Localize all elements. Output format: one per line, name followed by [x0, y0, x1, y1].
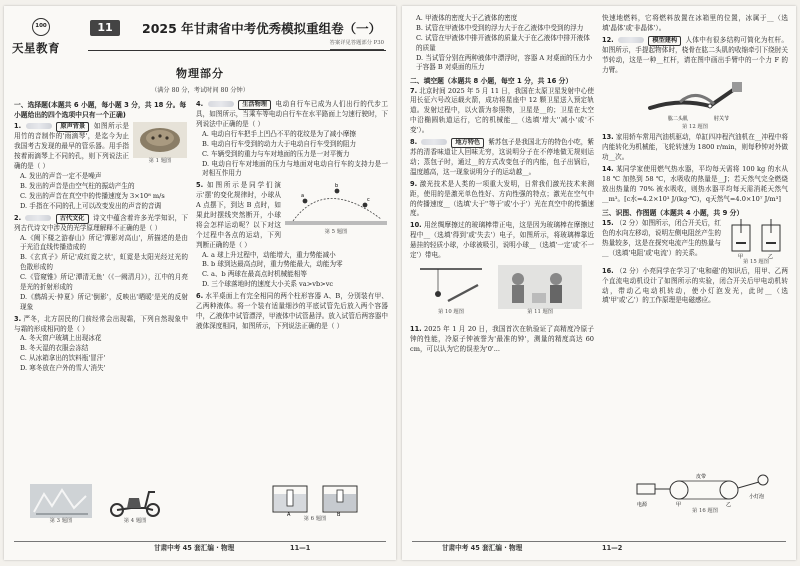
q14-stem: 某同学家使用燃气热水器，平均每天需将 100 kg 的水从 18 ℃ 加热到 58 ℃，水吸收的热量是__J；若天然气完全燃烧放出热量的 70% 被水吸收，则热水器平均每天需消耗天然气__m³。[c水=4.2×10³ J/(kg·℃)，q天然气=4.0×10⁷ J/m³]	[602, 165, 788, 203]
question-10	[410, 221, 594, 261]
q6-number: 6.	[196, 292, 204, 301]
svg-text:B: B	[337, 512, 341, 516]
figure-3	[26, 484, 96, 526]
svg-text:肱二头肌: 肱二头肌	[668, 115, 689, 122]
q12-source-blur	[618, 37, 644, 43]
q10-number: 10.	[410, 221, 422, 230]
q13-number: 13.	[602, 133, 614, 142]
question-15	[602, 218, 788, 265]
q6-option-c: C. 试管在甲液体中排开液体的质量大于在乙液体中排开液体的质量	[416, 33, 590, 52]
figure-5-caption: 第 5 题图	[324, 229, 348, 236]
logo-badge-icon: 100	[32, 18, 50, 36]
brand-name: 天星教育	[12, 41, 60, 55]
question-4	[196, 100, 388, 179]
question-5	[196, 181, 388, 290]
q5-option-a: A. a 球上升过程中，动能增大，重力势能减小	[202, 250, 336, 259]
figure-1-caption: 第 1 题图	[148, 158, 172, 165]
figure-4	[98, 484, 172, 526]
q1-stem: 如图所示是用竹的音制作的'雨滴琴'，是迄今为止我国考古发现的最早的管乐器。用手指按着雨滴琴上不同的孔，则下列说法正确的是（ ）	[14, 122, 129, 171]
q4-tag: 生活物理	[238, 100, 271, 110]
figure-12	[635, 78, 755, 132]
q8-number: 8.	[410, 137, 418, 146]
figure-6-caption: 第 6 题图	[303, 516, 327, 522]
q12-number: 12.	[602, 35, 614, 44]
q3-stem: 严冬，北方居民的门前经常会出现霜，下列自然现象中与霜的形成相同的是（ ）	[14, 314, 188, 333]
q4-stem: 电动自行车已成为人们出行的代步工具，如图所示，当乘车等电动自行车在水平路面上匀速行驶时，下列说法中正确的是（ ）	[196, 100, 388, 128]
q2-option-b: B.《玄真子》所记'成红霓之状'，虹霓是太阳光经过光的色散形成的	[20, 253, 188, 272]
q3-option-d: D. 寒冬放在户外的雪人'消失'	[20, 364, 106, 373]
figure-16	[630, 468, 780, 516]
question-9	[410, 180, 594, 220]
figure-15-caption: 第 15 题图	[743, 258, 769, 265]
q3-number: 3.	[14, 314, 22, 323]
q5-option-c: C. a、b 两球在最高点时机械能相等	[202, 270, 307, 279]
right-footer-page: 11—2	[602, 544, 623, 553]
question-16	[602, 267, 788, 307]
q1-option-a: A. 发出的声音一定不是噪声	[20, 172, 102, 180]
question-3	[14, 315, 188, 374]
arm-lever-diagram	[640, 78, 750, 124]
q5-stem: 如图所示是同学们演示'摆'的变化规律时，小球从 A 点摆下，到达 B 点时，如果此时摆线突然断开，小球将会怎样运动呢？以下对这个过程中各点的运动，下列判断正确的是（ ）	[196, 181, 281, 249]
q6-option-a: A. 甲液体的密度大于乙液体的密度	[416, 14, 518, 22]
q2-option-c: C.《管窥锥》所记'潭清无鱼'（《一阙清月》），江中的月亮是光的折射形成的	[20, 273, 188, 291]
q1-option-c: C. 发出的声音在真空中的传播速度为 3×10⁸ m/s	[20, 191, 165, 200]
q9-number: 9.	[410, 179, 418, 188]
left-footer-rule	[14, 541, 386, 542]
q2-option-d: D.《鹧鸪天·仲夏》所记'倒影'，反映出'晒暖'是光的反射现象	[20, 292, 188, 311]
svg-text:A: A	[287, 512, 291, 516]
q4-option-b: B. 电动自行车受到的动力大于电动自行车受到的阻力	[202, 139, 357, 148]
score-note: （满分 80 分，考试时间 80 分钟）	[151, 87, 249, 94]
figure-12-caption: 第 12 题图	[682, 123, 708, 130]
figure-4-caption: 第 4 题图	[123, 518, 147, 524]
figure-1	[132, 122, 188, 166]
q15-stem: （2 分）如图所示，闭合开关后，红色的水向左移动，说明左侧电阻丝产生的热量较多，这是在探究电流产生的热量与__（选填'电阻'或'电流'）的关系。	[602, 218, 721, 257]
q6-option-d: D. 当试管分别在两种液体中漂浮时，容器 A 对桌面的压力小于容器 B 对桌面的压力	[416, 53, 593, 72]
frost-window-image	[30, 484, 92, 518]
q8-tag: 地方特色	[451, 138, 484, 148]
q4-option-c: C. 车辆受到的重力与车对地面的压力是一对平衡力	[202, 149, 350, 158]
question-12	[602, 36, 788, 76]
label-belt: 皮带	[696, 474, 707, 480]
q16-number: 16.	[602, 266, 614, 275]
question-2	[14, 214, 188, 313]
q5-option-d: D. 三个球落地时的速度大小关系 va>vb>vc	[202, 280, 334, 289]
figure-5	[284, 181, 388, 237]
q11-continuation: 快速地燃料，它将燃料放置在冰箱里的位置，冰属于__（选填'晶体'或'非晶体'）。	[602, 14, 788, 32]
q11-stem: 2025 年 1 月 20 日，我国首次在轨验证了高精度冷原子钟的性能，冷原子钟被誉为'最准的钟'，测量的精度高达 60 cm，可以认为它的误差为'0'...	[410, 324, 594, 353]
q4-option-d: D. 电动自行车对地面的压力与地面对电动自行车的支持力是一对相互作用力	[202, 159, 388, 178]
q8-source-blur	[421, 139, 447, 145]
q2-source-blur	[25, 215, 51, 221]
figure-16-caption: 第 16 题图	[692, 508, 718, 514]
q3-option-c: C. 从冰箱拿出的饮料瓶'冒汗'	[20, 354, 106, 363]
figures-10-11	[410, 265, 594, 323]
question-1	[14, 122, 188, 211]
right-column-2	[602, 14, 788, 524]
q5-option-b: B. b 球到达最高点时，重力势能最大，动能为零	[202, 260, 343, 269]
q5-number: 5.	[196, 181, 204, 190]
q1-source-blur	[26, 123, 52, 129]
left-footer-title: 甘肃中考 45 套汇编 · 物理	[154, 544, 235, 553]
q4-option-a: A. 电动自行车把手上凹凸不平的花纹是为了减小摩擦	[202, 129, 357, 138]
paper-number-tag: 11	[90, 20, 120, 36]
question-14	[602, 165, 788, 205]
figure-10-caption: 第 10 题图	[438, 308, 464, 315]
pendulum-trajectory-diagram	[285, 181, 387, 229]
right-page	[402, 6, 796, 560]
q8-stem: 紫苏包子是我国北方的特色小吃，紫苏的清香味道让人回味无穷，这说明分子在不停地做无规则运动；蒸包子时，通过__的方式改变包子的内能，包子出锅后，温度越高，这一现象说明分子的运动越__。	[410, 137, 594, 176]
q12-tag: 模型建构	[648, 36, 681, 46]
part2-heading: 二、填空题（本题共 8 小题，每空 1 分，共 16 分）	[410, 77, 573, 86]
q7-number: 7.	[410, 86, 418, 95]
left-page	[4, 6, 396, 560]
two-containers-diagram	[265, 482, 365, 516]
svg-text:c: c	[367, 197, 370, 204]
scooter-icon	[105, 484, 165, 518]
figure-11-caption: 第 11 题图	[527, 308, 554, 315]
left-footer-page: 11—1	[290, 544, 311, 553]
q4-source-blur	[208, 101, 234, 107]
question-6	[196, 292, 388, 332]
svg-text:b: b	[335, 183, 339, 190]
q9-stem: 激光技术是人类的一项重大发明，日常我们激光技术来测距，使用的是激光单色性好、方向性强的特点；激光在空气中的传播速度__（选填'大于''等于'或'小于'）光在真空中的传播速度。	[410, 179, 594, 218]
right-footer-rule	[412, 541, 786, 542]
q3-option-a: A. 冬天窗户玻璃上出现冰花	[20, 334, 102, 343]
q1-tag: 原声背景	[56, 122, 89, 132]
heating-resistor-diagram	[726, 219, 786, 259]
q14-number: 14.	[602, 165, 614, 174]
svg-text:a: a	[301, 193, 305, 200]
svg-text:甲: 甲	[738, 253, 744, 259]
header-rule	[88, 50, 386, 51]
q11-number: 11.	[410, 324, 422, 333]
figure-6	[260, 482, 370, 524]
answer-reference: 答案详见答题部分 P30	[330, 40, 384, 50]
middle-column	[196, 100, 388, 544]
ice-experiment-photo	[498, 265, 582, 309]
q3-option-b: B. 冬天湿的衣服会冻结	[20, 344, 89, 353]
q1-number: 1.	[14, 122, 22, 131]
figures-3-4	[26, 484, 186, 526]
charged-ball-diagram	[414, 265, 488, 309]
part3-heading: 三、识图、作图题（本题共 4 小题，共 9 分）	[602, 208, 744, 217]
label-bulb: 小灯泡	[749, 494, 765, 500]
q2-stem: 诗文中蕴含着许多光学知识，下列古代诗文中涉及的光学原理解释不正确的是（ ）	[14, 213, 188, 232]
question-11	[410, 325, 594, 355]
left-column	[14, 100, 188, 530]
svg-text:乙: 乙	[768, 253, 774, 259]
q2-number: 2.	[14, 213, 22, 222]
exam-title: 2025 年甘肃省中考优秀模拟重组卷（一）	[142, 21, 382, 36]
q10-stem: 用丝绸摩擦过的玻璃棒带正电，这是因为玻璃棒在摩擦过程中__（选填'得到'或'失去'）电子，如图所示，将玻璃棒靠近悬挂的轻质小球，小球被吸引，说明小球__（选填'一定'或'不一定'）带电。	[410, 221, 594, 259]
q7-stem: 北京时间 2025 年 5 月 11 日，我国在太原卫星发射中心使用长征六号改运载火箭，成功将星座中 12 颗卫星送入预定轨道。发射过程中，以火箭为参照物，卫星是__的；卫星在太空中沿椭圆轨道运行，它的机械能__（选填'增大''减小'或'不变'）。	[410, 86, 594, 135]
figure-11	[494, 265, 586, 317]
q16-stem: （2 分）小亮同学在学习了'电和磁'的知识后，用甲、乙两个直流电动机设计了如图所示的实验，闭合开关后甲电动机转动，带动乙电动机转动，使小灯泡发光，此时__（选填'甲'或'乙'）的工作原理是电磁感应。	[602, 266, 788, 305]
q2-option-a: A.《阙下楼之游春山》所记'潭影对高山'，所描述的是由于光沿直线传播造成的	[20, 233, 188, 252]
question-13	[602, 133, 788, 163]
svg-text:肘关节: 肘关节	[714, 115, 730, 122]
q1-option-b: B. 发出的声音是由空气柱的振动产生的	[20, 181, 135, 190]
q13-stem: 家用轿车常用汽油机驱动，单缸四冲程汽油机在__冲程中将内能转化为机械能，飞轮转速为 1800 r/min，则每秒钟对外做功__次。	[602, 133, 788, 162]
q6-stem: 水平桌面上有完全相同的两个柱形容器 A、B，分别装有甲、乙两种液体。将一个装有适量细沙的平底试管先后放入两个容器中，乙液体中试管漂浮，甲液体中试管悬浮。放入试管后两容器中液体深度相同，如图所示，下列说法正确的是（ ）	[196, 292, 388, 330]
q15-number: 15.	[602, 218, 614, 227]
question-7	[410, 87, 594, 136]
question-8	[410, 138, 594, 178]
q1-option-d: D. 手指在不同的孔上可以改变发出的声音的音调	[20, 201, 162, 210]
figure-3-caption: 第 3 题图	[49, 518, 73, 524]
label-yi: 乙	[726, 502, 732, 508]
motor-generator-diagram	[633, 468, 777, 508]
q6-option-b: B. 试管在甲液体中受到的浮力大于在乙液体中受到的浮力	[416, 23, 584, 32]
section-title: 物理部分	[176, 67, 224, 80]
q12-stem: 人体中有很多结构可简化为杠杆。如图所示，手提起物体时，桡骨在肱二头肌的收缩牵引下绕肘关节转动，这是一种__杠杆，请在图中画出手臂中的一个力 F 的力臂。	[602, 35, 788, 74]
part1-heading: 一、选择题(本题共 6 小题，每小题 3 分，共 18 分。每小题给出的四个选项中只有一个正确)	[14, 101, 187, 120]
label-power: 电源	[637, 502, 648, 508]
right-column-1	[410, 14, 594, 524]
brand-logo	[12, 18, 70, 64]
rain-drop-instrument-image	[133, 122, 187, 158]
figure-10	[410, 265, 492, 317]
q2-tag: 古代文化	[56, 214, 89, 224]
figure-15	[724, 219, 788, 267]
label-jia: 甲	[676, 502, 682, 508]
right-footer-title: 甘肃中考 45 套汇编 · 物理	[442, 544, 523, 553]
q4-number: 4.	[196, 100, 204, 108]
